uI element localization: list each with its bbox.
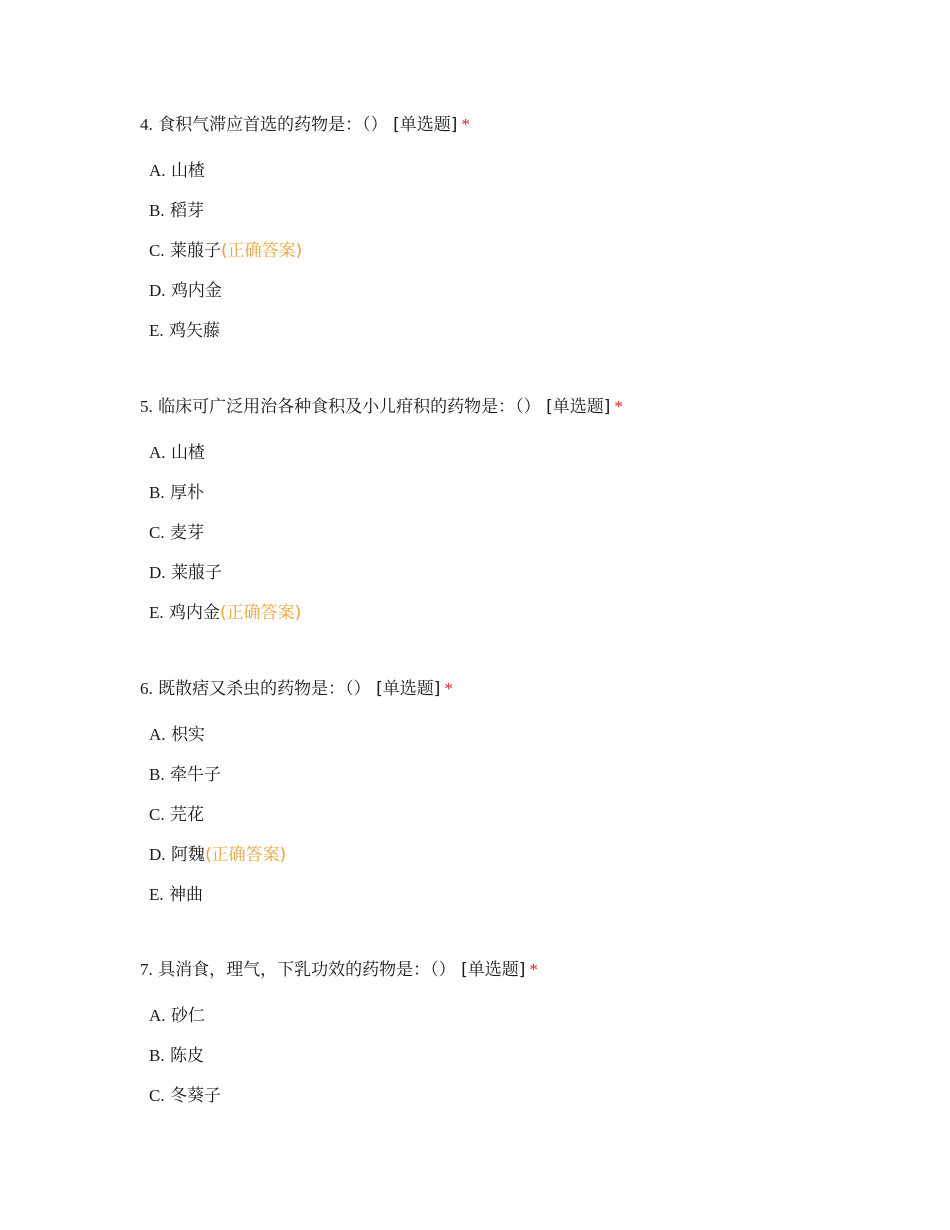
required-mark: * bbox=[529, 960, 538, 979]
option-text: 芫花 bbox=[170, 805, 204, 825]
option-a bbox=[149, 442, 900, 464]
question-type-label: [单选题] bbox=[461, 960, 526, 980]
question-number: 7. bbox=[140, 960, 153, 979]
option-letter: C. bbox=[149, 241, 165, 260]
option-e bbox=[149, 320, 900, 342]
option-text: 陈皮 bbox=[170, 1046, 204, 1066]
question-text: 临床可广泛用治各种食积及小儿疳积的药物是：（） bbox=[158, 397, 541, 417]
option-d bbox=[149, 844, 900, 866]
question-title bbox=[140, 959, 900, 981]
option-list bbox=[140, 724, 900, 906]
question-text: 既散痞又杀虫的药物是：（） bbox=[158, 679, 371, 699]
option-letter: B. bbox=[149, 483, 165, 502]
option-list bbox=[140, 1005, 900, 1107]
option-letter: A. bbox=[149, 161, 166, 180]
option-letter: B. bbox=[149, 1046, 165, 1065]
question-7 bbox=[140, 959, 900, 1125]
question-4 bbox=[140, 114, 900, 360]
option-text: 枳实 bbox=[170, 725, 205, 745]
option-text: 稻芽 bbox=[170, 201, 204, 221]
option-letter: B. bbox=[149, 765, 165, 784]
option-letter: A. bbox=[149, 725, 166, 744]
option-letter: B. bbox=[149, 201, 165, 220]
option-a bbox=[149, 160, 900, 182]
option-letter: D. bbox=[149, 281, 166, 300]
question-title bbox=[140, 114, 900, 136]
option-c bbox=[149, 1085, 900, 1107]
option-b bbox=[149, 482, 900, 504]
required-mark: * bbox=[461, 115, 470, 134]
option-text: 鸡内金 bbox=[170, 281, 222, 301]
option-c bbox=[149, 804, 900, 826]
question-text: 食积气滞应首选的药物是：（） bbox=[158, 115, 388, 135]
question-title bbox=[140, 678, 900, 700]
required-mark: * bbox=[444, 679, 453, 698]
option-letter: E. bbox=[149, 321, 164, 340]
question-5 bbox=[140, 396, 900, 642]
question-number: 4. bbox=[140, 115, 153, 134]
option-text: 莱菔子 bbox=[170, 563, 222, 583]
option-text: 砂仁 bbox=[170, 1006, 205, 1026]
option-d bbox=[149, 562, 900, 584]
option-e bbox=[149, 602, 900, 624]
option-a bbox=[149, 724, 900, 746]
option-text: 厚朴 bbox=[170, 483, 204, 503]
option-text: 山楂 bbox=[170, 443, 205, 463]
option-text: 牵牛子 bbox=[170, 765, 221, 785]
option-b bbox=[149, 1045, 900, 1067]
question-number: 5. bbox=[140, 397, 153, 416]
question-type-label: [单选题] bbox=[393, 115, 458, 135]
option-letter: C. bbox=[149, 1086, 165, 1105]
option-b bbox=[149, 200, 900, 222]
option-text: 鸡矢藤 bbox=[169, 321, 221, 341]
option-letter: A. bbox=[149, 1006, 166, 1025]
option-text: 阿魏 bbox=[170, 845, 205, 865]
option-text: 鸡内金 bbox=[169, 603, 221, 623]
question-6 bbox=[140, 678, 900, 924]
option-text: 莱菔子 bbox=[170, 241, 221, 261]
option-e bbox=[149, 884, 900, 906]
option-c bbox=[149, 240, 900, 262]
question-number: 6. bbox=[140, 679, 153, 698]
option-text: 冬葵子 bbox=[170, 1086, 221, 1106]
option-text: 神曲 bbox=[169, 885, 204, 905]
option-list bbox=[140, 160, 900, 342]
option-text: 麦芽 bbox=[170, 523, 204, 543]
correct-answer-note: (正确答案) bbox=[204, 845, 287, 865]
question-type-label: [单选题] bbox=[376, 679, 441, 699]
question-text: 具消食，理气，下乳功效的药物是：（） bbox=[158, 960, 456, 980]
option-a bbox=[149, 1005, 900, 1027]
option-d bbox=[149, 280, 900, 302]
option-c bbox=[149, 522, 900, 544]
option-letter: E. bbox=[149, 885, 164, 904]
option-letter: C. bbox=[149, 805, 165, 824]
question-title bbox=[140, 396, 900, 418]
option-letter: D. bbox=[149, 563, 166, 582]
option-letter: D. bbox=[149, 845, 166, 864]
question-type-label: [单选题] bbox=[546, 397, 611, 417]
correct-answer-note: (正确答案) bbox=[221, 241, 303, 261]
option-letter: E. bbox=[149, 603, 164, 622]
option-text: 山楂 bbox=[170, 161, 205, 181]
option-letter: A. bbox=[149, 443, 166, 462]
option-letter: C. bbox=[149, 523, 165, 542]
correct-answer-note: (正确答案) bbox=[220, 603, 302, 623]
option-list bbox=[140, 442, 900, 624]
option-b bbox=[149, 764, 900, 786]
required-mark: * bbox=[614, 397, 623, 416]
